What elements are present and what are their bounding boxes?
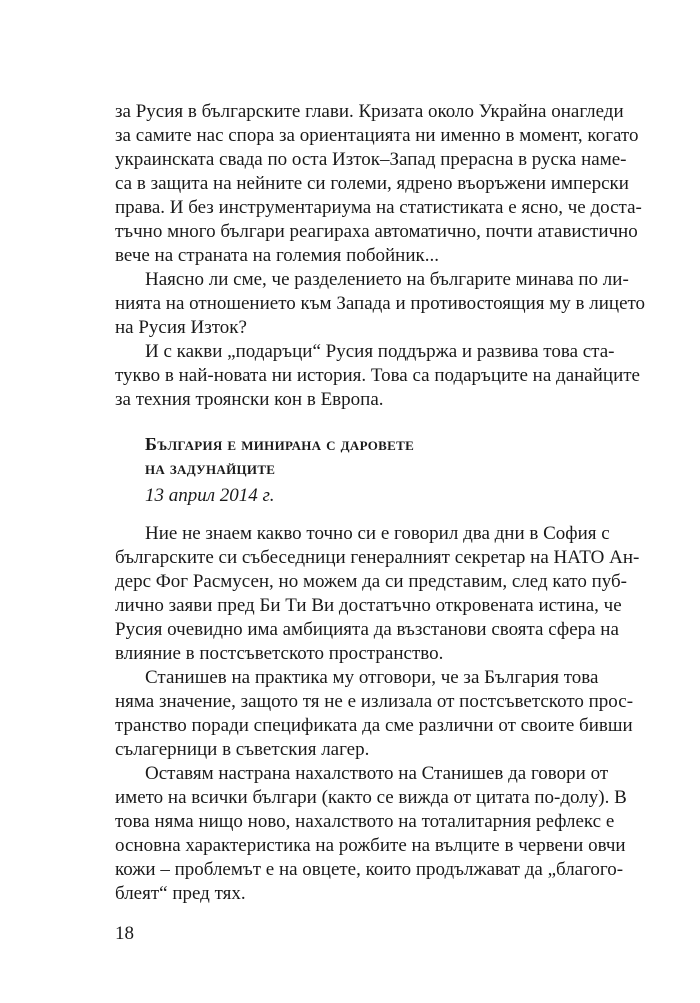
text-line: сълагерници в съветския лагер. <box>115 739 370 760</box>
text-line: Ние не знаем какво точно си е говорил два дни в София с <box>145 523 610 544</box>
text-line: блеят“ пред тях. <box>115 883 246 904</box>
text-line: българските си събеседници генералният секретар на НАТО Ан- <box>115 547 640 568</box>
section-title-line: на задунайците <box>145 458 276 478</box>
text-line: основна характеристика на рожбите на вълците в червени овчи <box>115 835 626 856</box>
text-line: Русия очевидно има амбицията да възстанови своята сфера на <box>115 619 619 640</box>
text-line: името на всички българи (както се вижда от цитата по-долу). В <box>115 787 627 808</box>
page-number: 18 <box>115 923 134 944</box>
text-line: украинската свада по оста Изток–Запад прерасна в руска наме- <box>115 149 627 170</box>
text-line: дерс Фог Расмусен, но можем да си представим, след като пуб- <box>115 571 628 592</box>
text-line: нията на отношението към Запада и противостоящия му в лицето <box>115 293 646 314</box>
text-line: Станишев на практика му отговори, че за България това <box>145 667 599 688</box>
text-line: транство поради спецификата да сме различни от своите бивши <box>115 715 633 736</box>
text-line: за самите нас спора за ориентацията ни именно в момент, когато <box>115 125 639 146</box>
text-line: Наясно ли сме, че разделението на българите минава по ли- <box>145 269 629 290</box>
section-title-line: България е минирана с даровете <box>145 434 415 454</box>
text-line: няма значение, защото тя не е излизала от постсъветското прос- <box>115 691 634 712</box>
section-date: 13 април 2014 г. <box>145 485 275 506</box>
text-line: кожи – проблемът е на овцете, които продължават да „благого- <box>115 859 624 880</box>
text-line: влияние в постсъветското пространство. <box>115 643 444 664</box>
text-line: за техния троянски кон в Европа. <box>115 389 384 410</box>
text-line: за Русия в българските глави. Кризата около Украйна онагледи <box>115 101 624 122</box>
text-line: вече на страната на големия побойник... <box>115 245 439 266</box>
text-line: Оставям настрана нахалството на Станишев да говори от <box>145 763 609 784</box>
text-line: лично заяви пред Би Ти Ви достатъчно откровената истина, че <box>115 595 622 616</box>
text-line: са в защита на нейните си големи, ядрено въоръжени имперски <box>115 173 629 194</box>
text-line: права. И без инструментариума на статистиката е ясно, че доста- <box>115 197 642 218</box>
text-line: това няма нищо ново, нахалството на тоталитарния рефлекс е <box>115 811 615 832</box>
text-line: тукво в най-новата ни история. Това са подаръците на данайците <box>115 365 640 386</box>
text-line: И с какви „подаръци“ Русия поддържа и развива това ста- <box>145 341 615 362</box>
text-line: тъчно много българи реагираха автоматично, почти атавистично <box>115 221 638 242</box>
text-line: на Русия Изток? <box>115 317 247 338</box>
